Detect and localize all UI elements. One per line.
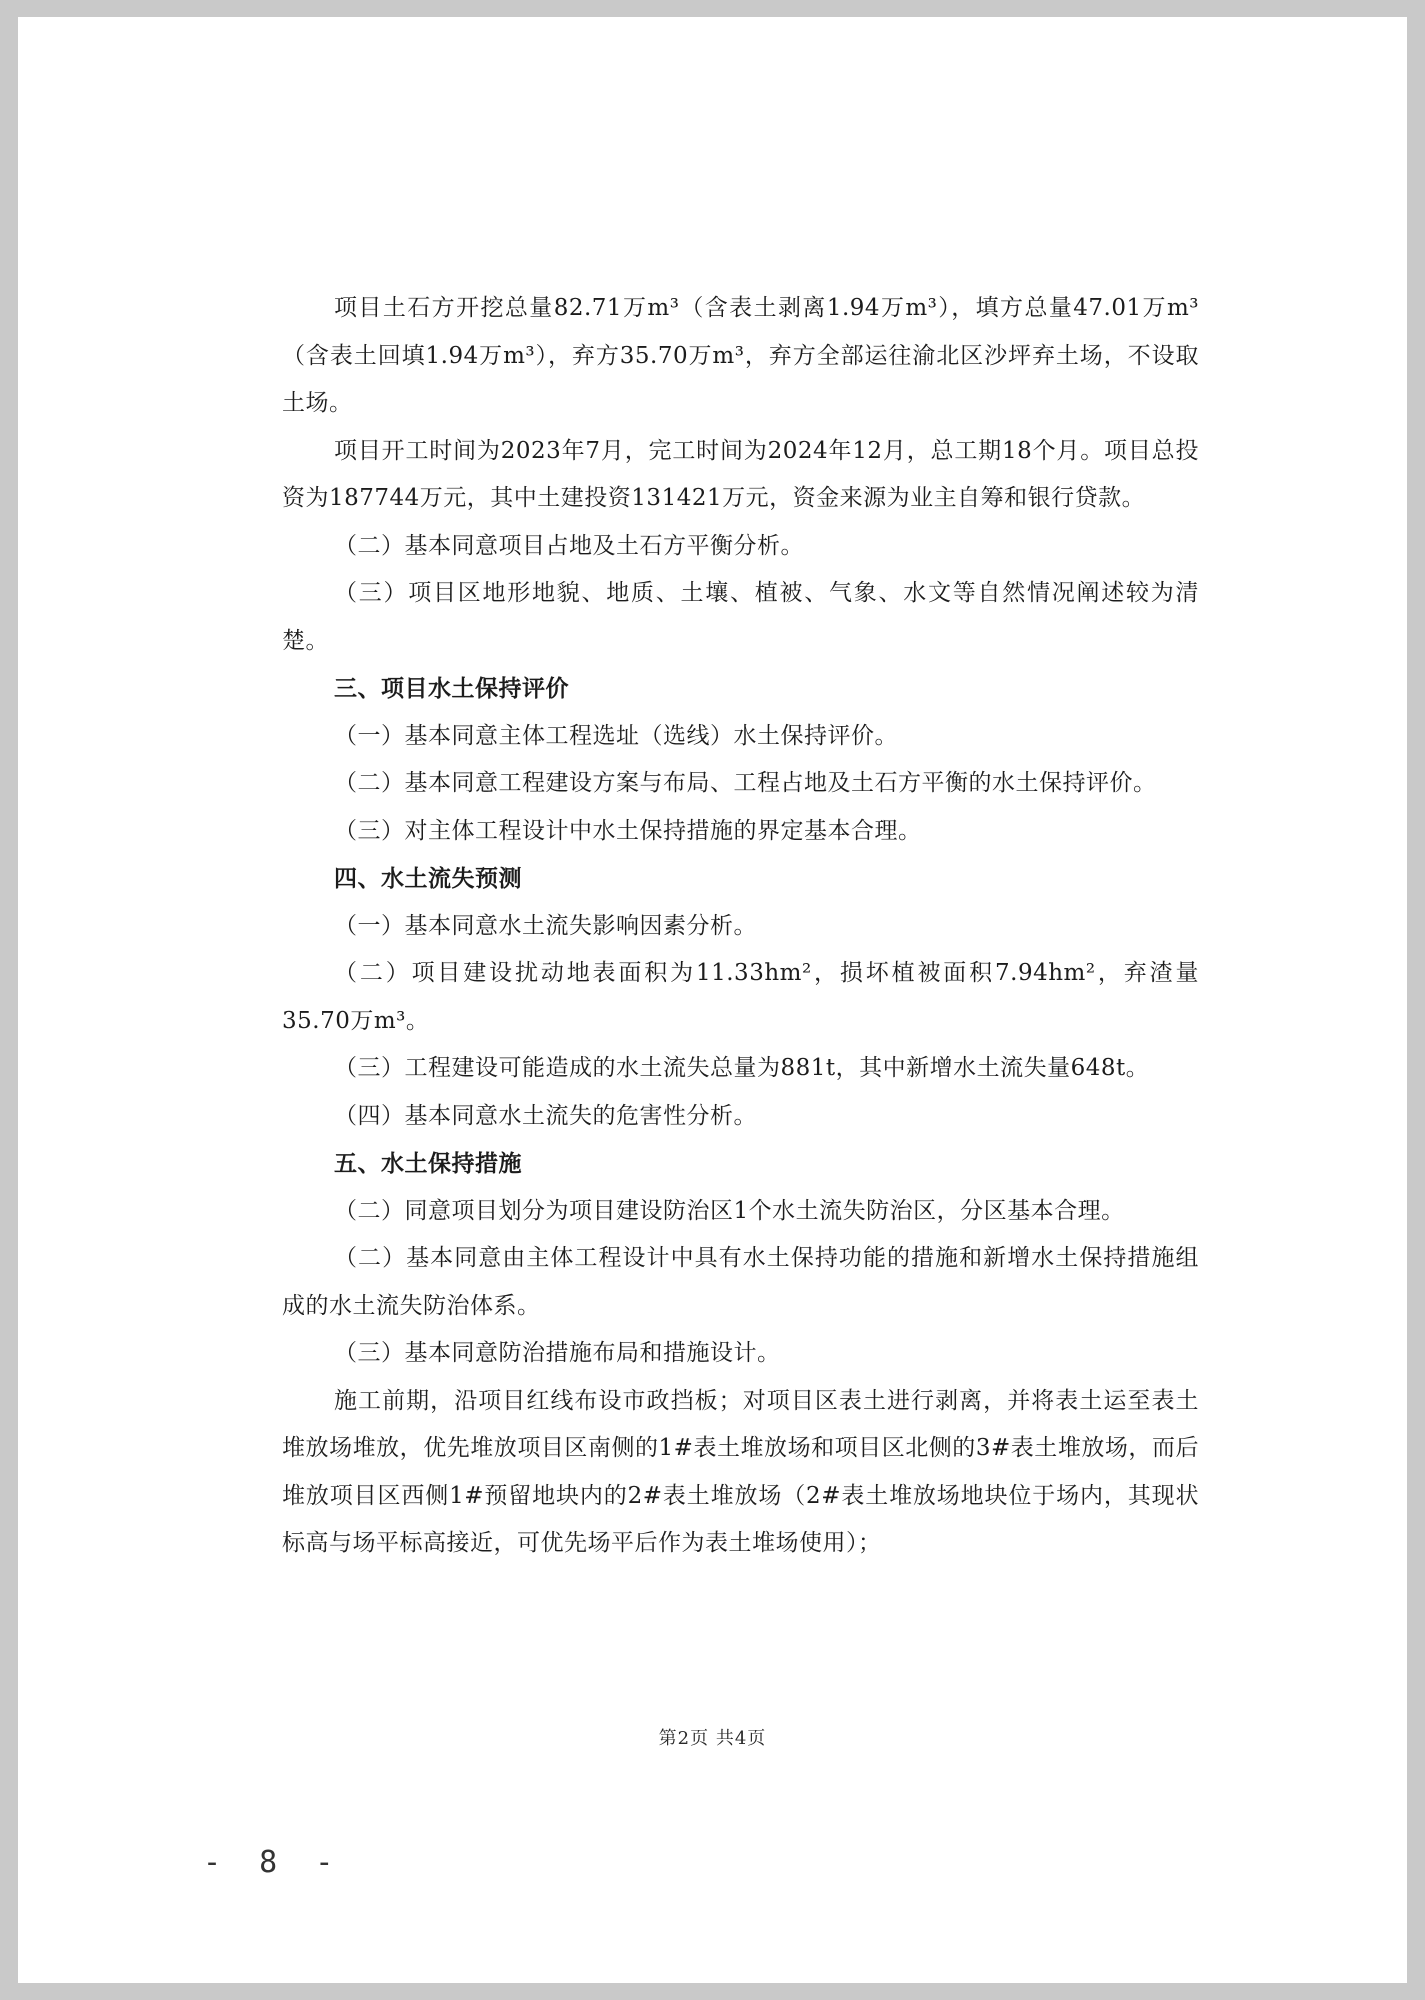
document-body (282, 285, 1199, 1568)
page-footer: 第2页 共4页 (658, 1728, 767, 1749)
paragraph-schedule-investment: 项目开工时间为2023年7月，完工时间为2024年12月，总工期18个月。项目总投资为187744万元，其中土建投资131421万元，资金来源为业主自筹和银行贷款。 (282, 437, 1199, 511)
paragraph-earthwork: 项目土石方开挖总量82.71万m³（含表土剥离1.94万m³），填方总量47.01万m³（含表土回填1.94万m³），弃方35.70万m³，弃方全部运往渝北区沙坪弃土场，不设取土场。 (282, 295, 1199, 416)
paragraph-construction-phase: 施工前期，沿项目红线布设市政挡板；对项目区表土进行剥离，并将表土运至表土堆放场堆放，优先堆放项目区南侧的1#表土堆放场和项目区北侧的3#表土堆放场，而后堆放项目区西侧1#预留地块内的2#表土堆放场（2#表土堆放场地块位于场内，其现状标高与场平标高接近，可优先场平后作为表土堆场使用）； (282, 1387, 1199, 1556)
section-heading-5: 五、水土保持措施 (334, 1150, 522, 1177)
paragraph-site-selection: （一）基本同意主体工程选址（选线）水土保持评价。 (334, 722, 898, 749)
paragraph-hazard-analysis: （四）基本同意水土流失的危害性分析。 (334, 1102, 757, 1129)
paragraph-zoning: （二）同意项目划分为项目建设防治区1个水土流失防治区，分区基本合理。 (334, 1197, 1125, 1224)
document-page (18, 17, 1407, 1983)
page-number: - 8 - (203, 1845, 344, 1880)
paragraph-measures-layout: （三）基本同意防治措施布局和措施设计。 (334, 1340, 781, 1366)
paragraph-natural-conditions: （三）项目区地形地貌、地质、土壤、植被、气象、水文等自然情况阐述较为清楚。 (282, 580, 1199, 654)
paragraph-construction-plan: （二）基本同意工程建设方案与布局、工程占地及土石方平衡的水土保持评价。 (334, 770, 1157, 796)
paragraph-disturbed-area: （二）项目建设扰动地表面积为11.33hm²，损坏植被面积7.94hm²，弃渣量35.70万m³。 (282, 960, 1199, 1034)
paragraph-land-balance: （二）基本同意项目占地及土石方平衡分析。 (334, 532, 804, 559)
paragraph-loss-factors: （一）基本同意水土流失影响因素分析。 (334, 912, 757, 939)
paragraph-loss-total: （三）工程建设可能造成的水土流失总量为881t，其中新增水土流失量648t。 (334, 1055, 1150, 1081)
section-heading-3: 三、项目水土保持评价 (334, 675, 569, 702)
paragraph-measures-definition: （三）对主体工程设计中水土保持措施的界定基本合理。 (334, 817, 922, 844)
section-heading-4: 四、水土流失预测 (334, 865, 522, 892)
paragraph-prevention-system: （二）基本同意由主体工程设计中具有水土保持功能的措施和新增水土保持措施组成的水土流失防治体系。 (282, 1245, 1199, 1319)
